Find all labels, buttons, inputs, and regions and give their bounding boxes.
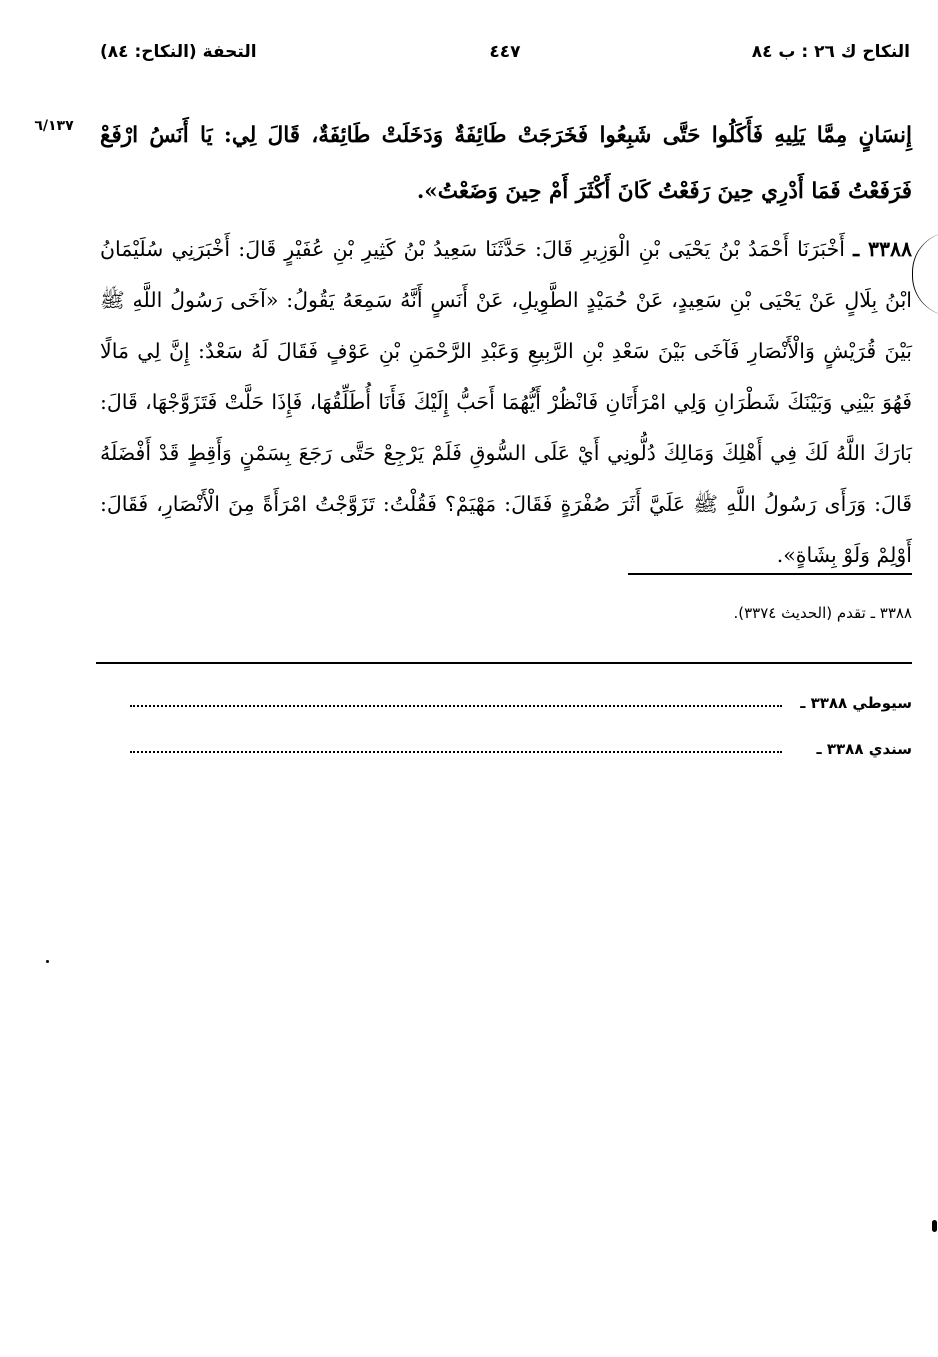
dotted-leader	[130, 751, 782, 753]
cross-ref-suyuti	[130, 694, 912, 716]
footnote: ٣٣٨٨ ـ تقدم (الحديث ٣٣٧٤).	[733, 604, 912, 622]
page-header	[100, 42, 910, 72]
margin-bracket	[912, 232, 938, 316]
continued-paragraph: إِنسَانٍ مِمَّا يَلِيهِ فَأَكَلُوا حَتَّى شَبِعُوا فَخَرَجَتْ طَائِفَةٌ وَدَخَلَتْ طَائِفَةٌ، قَالَ لِي: يَا أَنَسُ ارْفَعْ فَرَفَعْتُ فَمَا أَدْرِي حِينَ رَفَعْتُ كَانَ أَكْثَرَ أَمْ حِينَ وَضَعْتُ».	[100, 123, 912, 204]
scan-speck	[932, 1220, 937, 1232]
header-chapter-ref: النكاح ك ٢٦ : ب ٨٤	[751, 42, 910, 62]
hadith-number: ٣٣٨٨ ـ	[853, 237, 912, 261]
section-divider	[96, 662, 912, 664]
cross-ref-label: سندي ٣٣٨٨ ـ	[811, 740, 913, 758]
footnote-divider	[628, 573, 912, 575]
dotted-leader	[130, 705, 782, 707]
cross-ref-sindi	[130, 740, 912, 762]
hadith-text: أَخْبَرَنَا أَحْمَدُ بْنُ يَحْيَى بْنِ الْوَزِيرِ قَالَ: حَدَّثَنَا سَعِيدُ بْنُ كَثِيرِ بْنِ عُفَيْرٍ قَالَ: أَخْبَرَنِي سُلَيْمَانُ ابْنُ بِلَالٍ عَنْ يَحْيَى بْنِ سَعِيدٍ، عَنْ حُمَيْدٍ الطَّوِيلِ، عَنْ أَنَسٍ أَنَّهُ سَمِعَهُ يَقُولُ: «آخَى رَسُولُ اللَّهِ ﷺ بَيْنَ قُرَيْشٍ وَالْأَنْصَارِ فَآخَى بَيْنَ سَعْدِ بْنِ الرَّبِيعِ وَعَبْدِ الرَّحْمَنِ بْنِ عَوْفٍ فَقَالَ لَهُ سَعْدٌ: إِنَّ لِي مَالًا فَهُوَ بَيْنِي وَبَيْنَكَ شَطْرَانِ وَلِي امْرَأَتَانِ فَانْظُرْ أَيُّهُمَا أَحَبُّ إِلَيْكَ فَأَنَا أُطَلِّقُهَا، فَإِذَا حَلَّتْ فَتَزَوَّجْهَا، قَالَ: بَارَكَ اللَّهُ لَكَ فِي أَهْلِكَ وَمَالِكَ دُلُّونِي أَيْ عَلَى السُّوقِ فَلَمْ يَرْجِعْ حَتَّى رَجَعَ بِسَمْنٍ وَأَقِطٍ قَدْ أَفْضَلَهُ قَالَ: وَرَأَى رَسُولُ اللَّهِ ﷺ عَلَيَّ أَثَرَ صُفْرَةٍ فَقَالَ: مَهْيَمْ؟ فَقُلْتُ: تَزَوَّجْتُ امْرَأَةً مِنَ الْأَنْصَارِ، فَقَالَ: أَوْلِمْ وَلَوْ بِشَاةٍ».	[100, 237, 912, 567]
margin-reference: ٦/١٣٧	[34, 118, 74, 134]
header-tuhfa-ref: التحفة (النكاح: ٨٤)	[100, 42, 257, 62]
hadith-paragraph	[100, 224, 912, 581]
page-number: ٤٤٧	[489, 42, 521, 62]
cross-ref-label: سيوطي ٣٣٨٨ ـ	[794, 694, 912, 712]
scan-speck	[46, 960, 49, 963]
